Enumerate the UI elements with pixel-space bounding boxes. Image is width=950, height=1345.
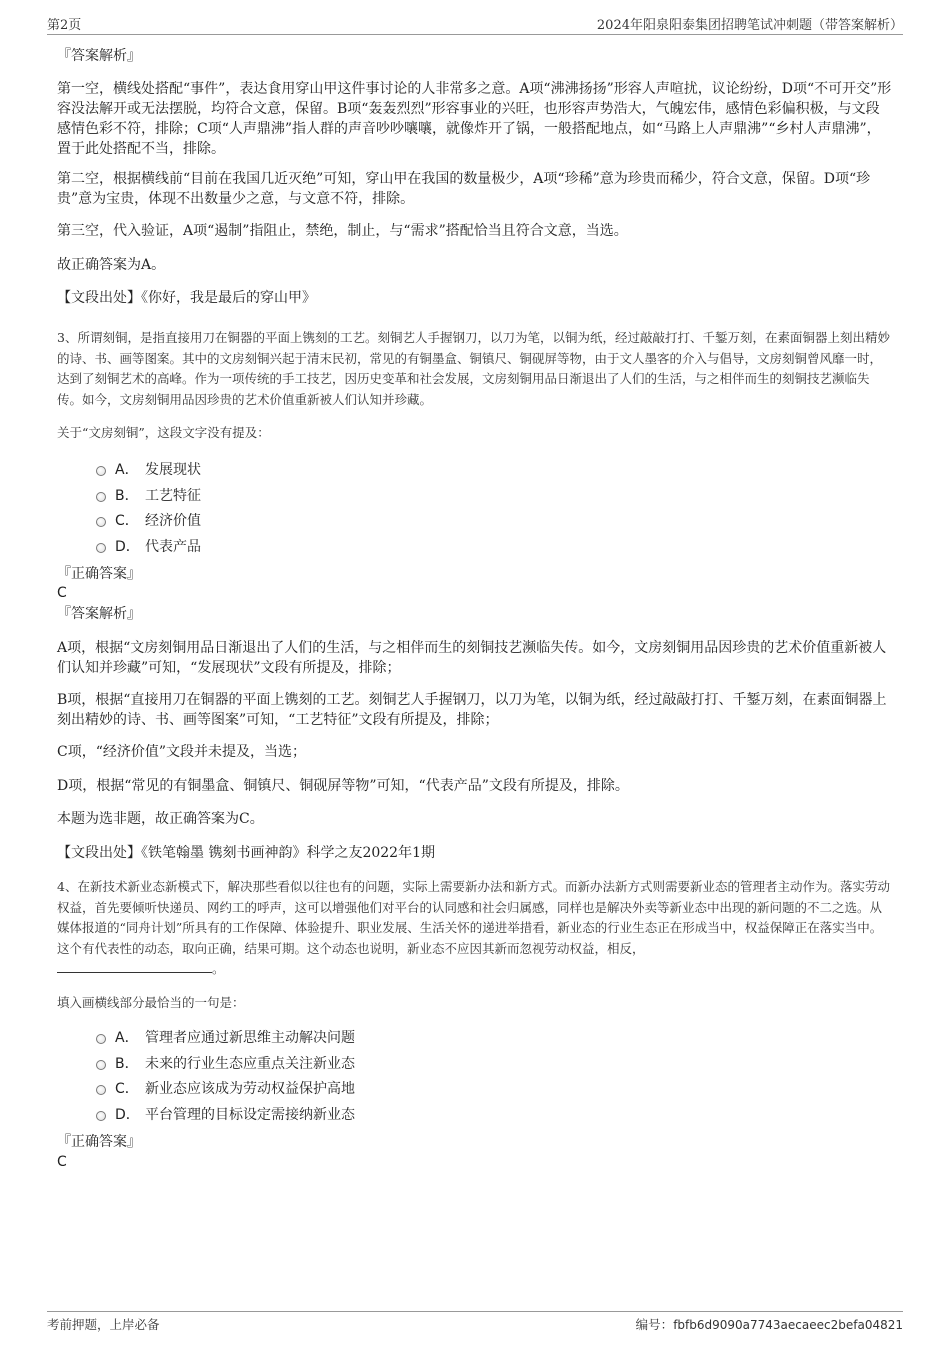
q2-analysis-title: 『答案解析』 bbox=[57, 48, 141, 64]
q4-correct-answer: C bbox=[57, 1154, 67, 1170]
q3-analysis-c: C项，“经济价值”文段并未提及，当选； bbox=[57, 744, 307, 760]
q4-option-c[interactable]: C． 新业态应该成为劳动权益保护高地 bbox=[96, 1075, 355, 1101]
q4-question: 填入画横线部分最恰当的一句是： bbox=[57, 995, 245, 1010]
q3-source: 【文段出处】《铁笔翰墨 镌刻书画神韵》科学之友2022年1期 bbox=[57, 845, 435, 861]
q3-option-b[interactable]: B． 工艺特征 bbox=[96, 482, 201, 508]
radio-icon[interactable] bbox=[96, 466, 106, 476]
q4-options bbox=[96, 1024, 355, 1127]
q3-analysis-conclusion: 本题为选非题，故正确答案为C。 bbox=[57, 811, 264, 827]
q4-correct-title: 『正确答案』 bbox=[57, 1134, 141, 1150]
q4-option-a[interactable]: A． 管理者应通过新思维主动解决问题 bbox=[96, 1024, 355, 1050]
q2-analysis-conclusion: 故正确答案为A。 bbox=[57, 257, 166, 273]
document-code: 编号：fbfb6d9090a7743aecaeec2befa04821 bbox=[635, 1317, 903, 1332]
q3-correct-answer: C bbox=[57, 585, 67, 601]
radio-icon[interactable] bbox=[96, 1111, 106, 1121]
q3-question: 关于“文房刻铜”，这段文字没有提及： bbox=[57, 425, 270, 440]
q2-analysis-para1: 第一空，横线处搭配“事件”，表达食用穿山甲这件事讨论的人非常多之意。A项“沸沸扬扬”形容人声喧扰，议论纷纷，D项“不可开交”形容没法解开或无法摆脱，均符合文意，保留。B项“轰轰烈烈”形容事业的兴旺，也形容声势浩大，气魄宏伟，感情色彩偏积极，与文段感情色彩不符，排除；C项“人声鼎沸”指人群的声音吵吵嚷嚷，就像炸开了锅，一般搭配地点，如“马路上人声鼎沸”“乡村人声鼎沸”，置于此处搭配不当，排除。 bbox=[57, 81, 892, 157]
q4-option-b[interactable]: B． 未来的行业生态应重点关注新业态 bbox=[96, 1050, 355, 1076]
q4-option-d[interactable]: D． 平台管理的目标设定需接纳新业态 bbox=[96, 1101, 355, 1127]
radio-icon[interactable] bbox=[96, 543, 106, 553]
q3-analysis-title: 『答案解析』 bbox=[57, 606, 141, 622]
radio-icon[interactable] bbox=[96, 492, 106, 502]
q3-option-d[interactable]: D． 代表产品 bbox=[96, 533, 201, 559]
page-header bbox=[47, 14, 903, 35]
q3-option-a[interactable]: A． 发展现状 bbox=[96, 456, 201, 482]
q2-analysis-para2: 第二空，根据横线前“目前在我国几近灭绝”可知，穿山甲在我国的数量极少，A项“珍稀”意为珍贵而稀少，符合文意，保留。D项“珍贵”意为宝贵，体现不出数量少之意，与文意不符，排除。 bbox=[57, 171, 871, 207]
q3-correct-title: 『正确答案』 bbox=[57, 566, 141, 582]
q3-analysis-d: D项，根据“常见的有铜墨盒、铜镇尺、铜砚屏等物”可知，“代表产品”文段有所提及，排除。 bbox=[57, 778, 629, 794]
q2-analysis-para3: 第三空，代入验证，A项“遏制”指阻止，禁绝，制止，与“需求”搭配恰当且符合文意，当选。 bbox=[57, 223, 628, 239]
page-number: 第2页 bbox=[47, 18, 82, 33]
q3-analysis-a: A项，根据“文房刻铜用品日渐退出了人们的生活，与之相伴而生的刻铜技艺濒临失传。如今，文房刻铜用品因珍贵的艺术价值重新被人们认知并珍藏”可知，“发展现状”文段有所提及，排除； bbox=[57, 640, 887, 676]
radio-icon[interactable] bbox=[96, 1060, 106, 1070]
q3-analysis-b: B项，根据“直接用刀在铜器的平面上镌刻的工艺。刻铜艺人手握钢刀，以刀为笔，以铜为纸，经过敲敲打打、千錾万刻，在素面铜器上刻出精妙的诗、书、画等图案”可知，“工艺特征”文段有所提及，排除； bbox=[57, 692, 887, 728]
page-footer bbox=[47, 1311, 903, 1337]
answer-blank bbox=[57, 960, 212, 973]
radio-icon[interactable] bbox=[96, 1034, 106, 1044]
q3-options bbox=[96, 456, 201, 559]
footer-slogan: 考前押题，上岸必备 bbox=[47, 1317, 160, 1332]
document-title: 2024年阳泉阳泰集团招聘笔试冲刺题（带答案解析） bbox=[596, 18, 903, 33]
q2-source: 【文段出处】《你好，我是最后的穿山甲》 bbox=[57, 290, 316, 306]
q4-passage: 4、在新技术新业态新模式下，解决那些看似以往也有的问题，实际上需要新办法和新方式。而新办法新方式则需要新业态的管理者主动作为。落实劳动权益，首先要倾听快递员、网约工的呼声，这可以增强他们对平台的认同感和社会归属感，同样也是解决外卖等新业态中出现的新问题的不二之选。从媒体报道的“同舟计划”所具有的工作保障、体验提升、职业发展、生活关怀的递进举措看，新业态的行业生态正在形成当中，权益保障正在落实当中。这个有代表性的动态，取向正确，结果可期。这个动态也说明，新业态不应因其新而忽视劳动权益，相反， 。 bbox=[57, 879, 890, 976]
radio-icon[interactable] bbox=[96, 517, 106, 527]
radio-icon[interactable] bbox=[96, 1085, 106, 1095]
q3-option-c[interactable]: C． 经济价值 bbox=[96, 507, 201, 533]
q3-passage: 3、所谓刻铜，是指直接用刀在铜器的平面上镌刻的工艺。刻铜艺人手握钢刀，以刀为笔，以铜为纸，经过敲敲打打、千錾万刻，在素面铜器上刻出精妙的诗、书、画等图案。其中的文房刻铜兴起于清末民初，常见的有铜墨盒、铜镇尺、铜砚屏等物，由于文人墨客的介入与倡导，文房刻铜曾风靡一时，达到了刻铜艺术的高峰。作为一项传统的手工技艺，因历史变革和社会发展，文房刻铜用品日渐退出了人们的生活，与之相伴而生的刻铜技艺濒临失传。如今，文房刻铜用品因珍贵的艺术价值重新被人们认知并珍藏。 bbox=[57, 330, 890, 407]
